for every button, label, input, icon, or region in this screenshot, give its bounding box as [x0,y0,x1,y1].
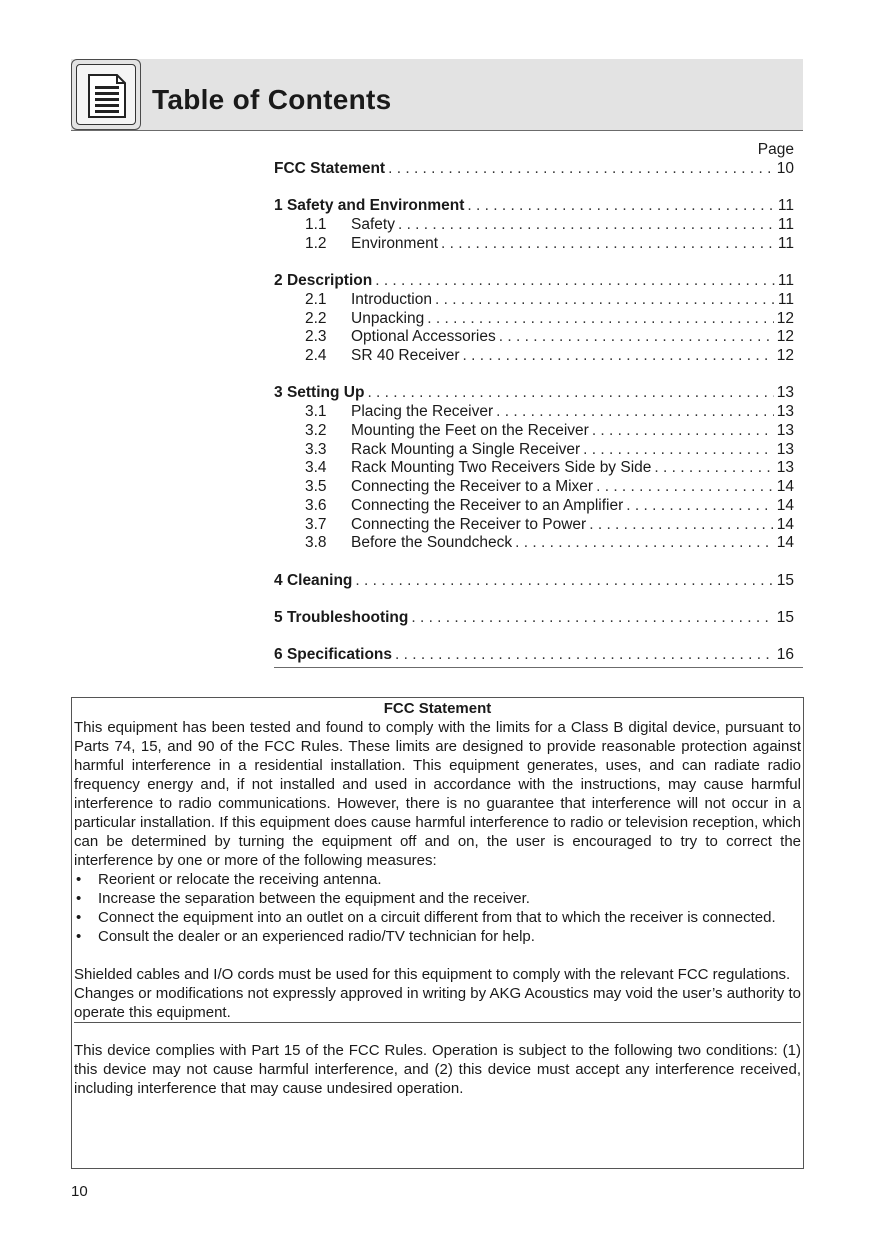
toc-leader-dots [411,608,773,627]
toc-entry[interactable] [305,496,794,515]
toc-entry-number: 3.4 [305,459,327,477]
toc-leader-dots [388,159,774,178]
toc-entry-page: 14 [776,515,794,533]
toc-divider [274,667,803,668]
toc-entry-page: 15 [776,608,794,626]
toc-entry-number: 3.5 [305,478,327,495]
toc-entry-number: 2.3 [305,328,327,346]
toc-entry[interactable] [274,383,794,402]
toc-entry-page: 14 [776,478,794,495]
toc-entry[interactable] [274,608,794,627]
page-title: Table of Contents [152,84,392,115]
bullet-icon: • [76,928,82,945]
fcc-measures-list [74,870,801,946]
toc-leader-dots [592,421,774,440]
toc-entry-number: 3.1 [305,403,327,420]
toc-entry[interactable] [305,290,794,309]
toc-entry-title: Setting Up [286,384,365,402]
toc-entry-page: 12 [776,328,794,346]
toc-leader-dots [435,290,775,309]
toc-entry[interactable] [305,402,794,421]
toc-entry-number: 3.2 [305,421,327,439]
document-icon-sheet [76,64,136,125]
toc-entry-title: SR 40 Receiver [351,347,460,364]
toc-entry[interactable] [305,215,794,234]
list-item: • Increase the separation between the equipment and the receiver. [76,890,530,907]
toc-entry-title: FCC Statement [274,160,386,177]
toc-entry-number: 2.1 [305,290,327,308]
toc-entry-page: 11 [777,290,794,308]
toc-entry[interactable] [305,477,794,496]
toc-entry-title: Before the Soundcheck [351,534,513,552]
toc-entry-page: 11 [777,216,794,233]
toc-entry-title: Safety and Environment [286,197,465,215]
toc-entry-title: Placing the Receiver [351,403,494,420]
toc-entry-title: Optional Accessories [351,328,496,346]
toc-entry[interactable] [305,309,794,328]
fcc-intro: This equipment has been tested and found to comply with the limits for a Class B digital device, pursuant to Parts 74, 15, and 90 of the FCC Rules. These limits are designed to provide reasonable protection against harmful interference in a residential installation. This equipment generates, uses, and can radiate radio frequency energy and, if not installed and used in accordance with the instructions, may cause harmful interference to radio communications. However, there is no guarantee that interference will not occur in a particular installation. If this equipment does cause harmful interference to radio or television reception, which can be determined by turning the equipment off and on, the user is encouraged to try to correct the interference by one or more of the following measures: [74,719,801,869]
toc-entry-page: 13 [776,421,794,439]
fcc-statement-box [71,697,804,1169]
toc-entry-page: 14 [776,534,794,552]
toc-entry-number: 3 [274,384,283,402]
spacer [74,946,801,965]
toc-entry-title: Specifications [286,646,393,663]
toc-entry-page: 11 [777,234,794,252]
toc-leader-dots [515,533,774,552]
toc-entry-number: 2 [274,272,283,289]
bullet-icon: • [76,890,82,907]
list-item: • Consult the dealer or an experienced radio/TV technician for help. [76,928,535,945]
toc-entry-page: 10 [776,160,794,177]
toc-leader-dots [499,327,774,346]
toc-leader-dots [496,402,774,421]
toc-leader-dots [463,346,774,365]
toc-entry-number: 3.3 [305,440,327,458]
toc-leader-dots [367,383,773,402]
toc-entry-page: 14 [776,496,794,514]
document-list-icon [71,59,141,130]
toc-entry[interactable] [305,327,794,346]
toc-entry-title: Environment [351,234,439,252]
toc-entry-page: 16 [776,646,794,663]
toc-leader-dots [467,196,775,215]
toc-leader-dots [596,477,774,496]
page-column-label: Page [757,141,794,158]
toc-leader-dots [427,309,774,328]
toc-entry-number: 2.4 [305,347,327,364]
toc-entry-number: 1.2 [305,234,327,252]
toc-entry[interactable] [274,159,794,178]
toc-entry-page: 11 [777,197,794,215]
list-item: • Reorient or relocate the receiving antenna. [76,871,382,888]
toc-entry-number: 3.8 [305,534,327,552]
bullet-icon: • [76,909,82,926]
toc-entry-page: 13 [776,440,794,458]
toc-entry-title: Connecting the Receiver to a Mixer [351,478,594,495]
toc-entry-number: 6 [274,646,283,663]
toc-entry-title: Unpacking [351,309,425,327]
toc-entry-number: 3.7 [305,515,327,533]
toc-entry-page: 12 [776,309,794,327]
toc-entry[interactable] [305,234,794,253]
toc-leader-dots [355,571,773,590]
toc-entry-title: Rack Mounting a Single Receiver [351,440,581,458]
toc-entry[interactable] [305,421,794,440]
toc-entry[interactable] [274,271,794,290]
toc-entry[interactable] [274,645,794,664]
toc-entry[interactable] [305,515,794,534]
toc-entry-title: Safety [351,216,395,233]
fcc-modifications: Changes or modifications not expressly approved in writing by AKG Acoustics may void the user’s authority to operate this equipment. [74,985,801,1021]
toc-entry-title: Connecting the Receiver to Power [351,515,587,533]
toc-leader-dots [654,458,773,477]
toc-entry[interactable] [305,533,794,552]
page-number: 10 [71,1183,88,1200]
toc-leader-dots [375,271,775,290]
toc-leader-dots [583,440,774,459]
toc-entry-page: 13 [776,403,794,420]
list-item: • Connect the equipment into an outlet on a circuit different from that to which the receiver is connected. [76,909,776,926]
toc-entry-number: 5 [274,608,283,626]
toc-entry-title: Rack Mounting Two Receivers Side by Side [351,459,652,477]
toc-entry-number: 1 [274,197,283,215]
toc-entry[interactable] [274,571,794,590]
toc-entry-title: Cleaning [286,571,353,589]
toc-entry-page: 11 [777,272,794,289]
fcc-shielded-cables: Shielded cables and I/O cords must be used for this equipment to comply with the relevant FCC regulations. [74,966,791,983]
fcc-part15: This device complies with Part 15 of the FCC Rules. Operation is subject to the following two conditions: (1) this device may not cause harmful interference, and (2) this device must accept any interference received, including interference that may cause undesired operation. [74,1042,801,1097]
toc-entry-page: 12 [776,347,794,364]
toc-leader-dots [441,234,775,253]
toc-leader-dots [589,515,774,534]
toc-entry-title: Description [286,272,373,289]
toc-entry-page: 15 [776,571,794,589]
toc-entry-page: 13 [776,384,794,402]
toc-leader-dots [395,645,774,664]
toc-entry[interactable] [305,440,794,459]
fcc-title: FCC Statement [383,700,492,717]
fcc-divider [74,1022,801,1041]
document-lines-icon [87,73,127,119]
toc-entry[interactable] [305,346,794,365]
toc-entry-number: 4 [274,571,283,589]
toc-entry-number: 3.6 [305,496,327,514]
toc-entry[interactable] [305,458,794,477]
toc-entry-title: Mounting the Feet on the Receiver [351,421,589,439]
toc-entry-title: Introduction [351,290,432,308]
toc-entry-number: 1.1 [305,216,327,233]
toc-entry[interactable] [274,196,794,215]
toc-entry-page: 13 [776,459,794,477]
toc-leader-dots [626,496,773,515]
toc-entry-title: Troubleshooting [286,608,409,626]
bullet-icon: • [76,871,82,888]
toc-entry-title: Connecting the Receiver to an Amplifier [351,496,624,514]
toc-entry-number: 2.2 [305,309,327,327]
toc-leader-dots [398,215,775,234]
